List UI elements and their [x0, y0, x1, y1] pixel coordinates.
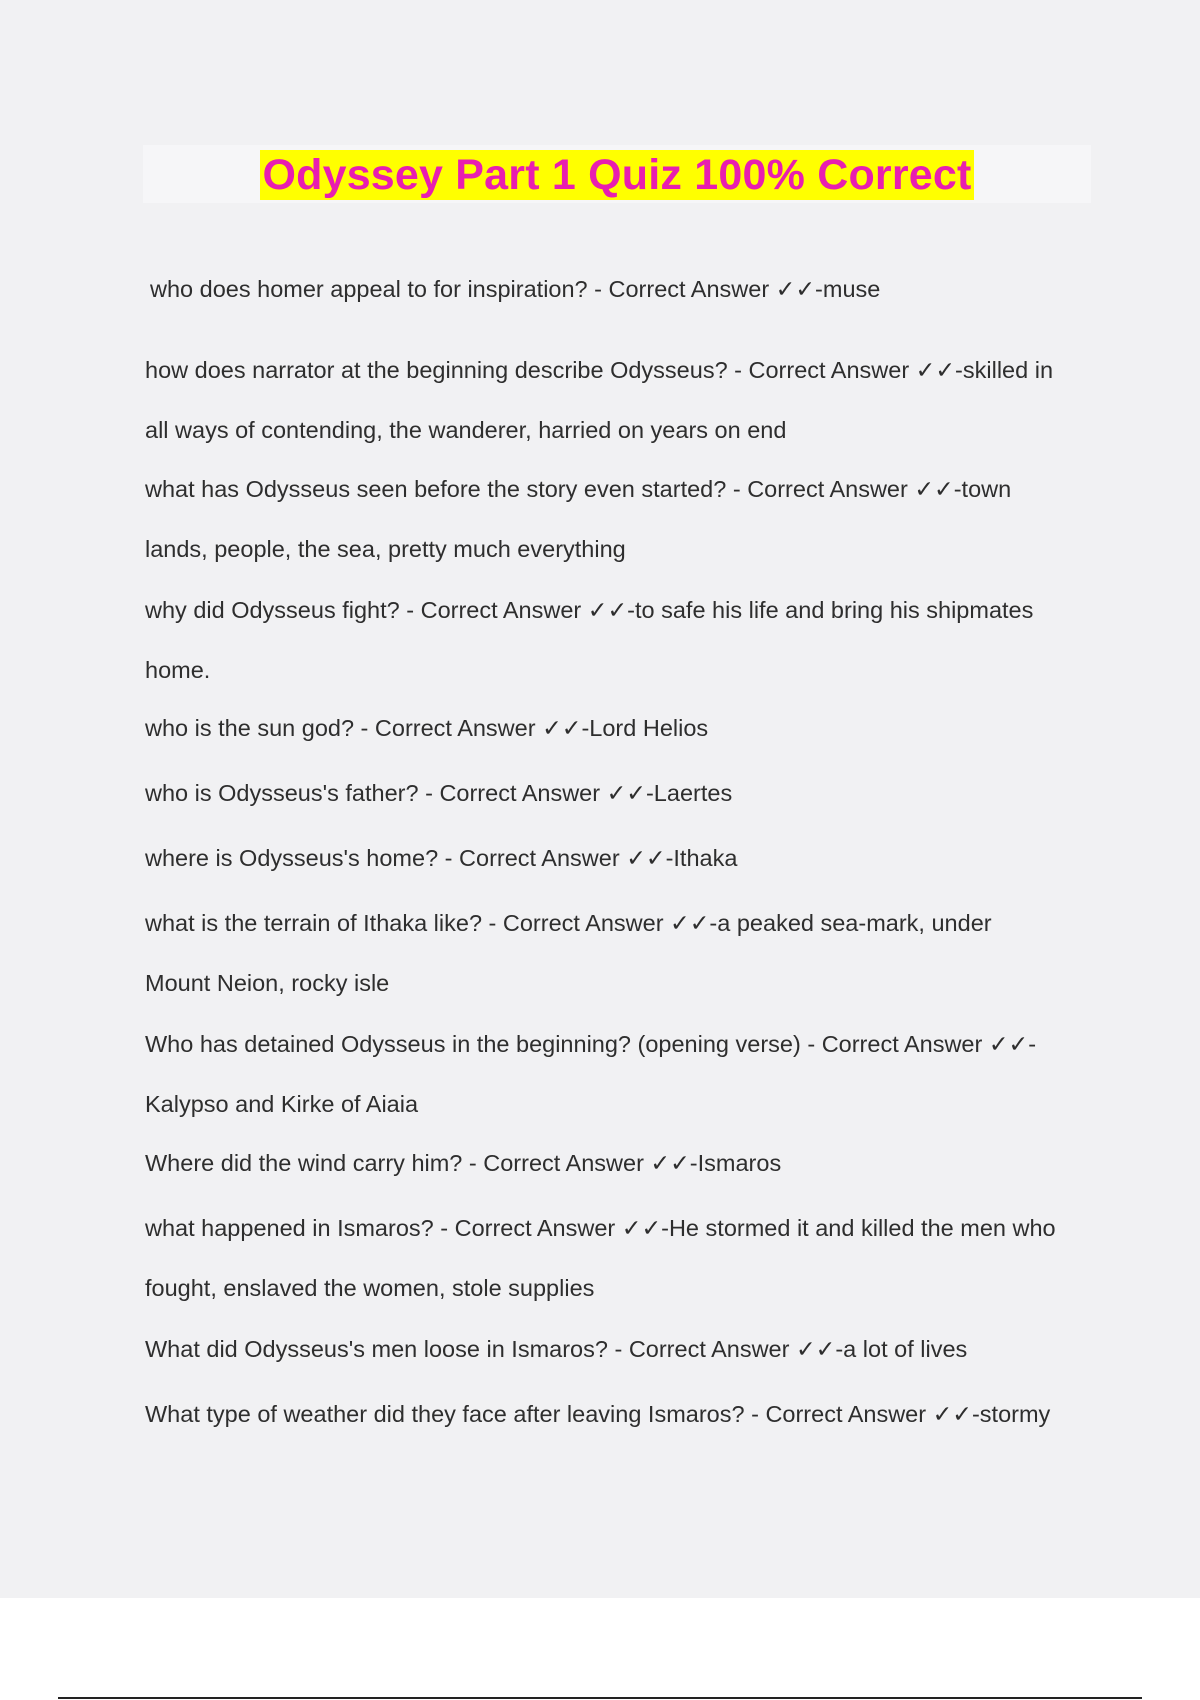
- qa-line: What did Odysseus's men loose in Ismaros? - Correct Answer ✓✓-a lot of lives: [145, 1336, 968, 1362]
- qa-item-12: [145, 1319, 1105, 1379]
- qa-item-10: [145, 1133, 1105, 1193]
- qa-line: why did Odysseus fight? - Correct Answer ✓✓-to safe his life and bring his shipmates: [145, 597, 1034, 623]
- qa-item-8: [145, 893, 1105, 1013]
- qa-item-13: [145, 1384, 1105, 1444]
- qa-line: what is the terrain of Ithaka like? - Correct Answer ✓✓-a peaked sea-mark, under: [145, 910, 992, 936]
- qa-line: fought, enslaved the women, stole supplies: [145, 1275, 595, 1301]
- qa-item-6: [145, 763, 1105, 823]
- qa-line: where is Odysseus's home? - Correct Answer ✓✓-Ithaka: [145, 845, 738, 871]
- qa-line: What type of weather did they face after leaving Ismaros? - Correct Answer ✓✓-stormy: [145, 1401, 1051, 1427]
- qa-item-3: [145, 459, 1105, 579]
- qa-item-1: [145, 259, 1105, 319]
- qa-line: Who has detained Odysseus in the beginning? (opening verse) - Correct Answer ✓✓-: [145, 1031, 1037, 1057]
- qa-line: who is the sun god? - Correct Answer ✓✓-Lord Helios: [145, 715, 709, 741]
- qa-item-7: [145, 828, 1105, 888]
- qa-line: Kalypso and Kirke of Aiaia: [145, 1091, 419, 1117]
- page-divider: [58, 1697, 1142, 1699]
- document-title: Odyssey Part 1 Quiz 100% Correct: [262, 151, 972, 199]
- qa-line: home.: [145, 657, 211, 683]
- qa-line: what happened in Ismaros? - Correct Answer ✓✓-He stormed it and killed the men who: [145, 1215, 1056, 1241]
- qa-line: lands, people, the sea, pretty much everything: [145, 536, 626, 562]
- title-band: [143, 145, 1091, 203]
- qa-line: Where did the wind carry him? - Correct Answer ✓✓-Ismaros: [145, 1150, 782, 1176]
- qa-item-11: [145, 1198, 1105, 1318]
- qa-line: who does homer appeal to for inspiration? - Correct Answer ✓✓-muse: [150, 276, 881, 302]
- qa-item-4: [145, 580, 1105, 700]
- qa-item-5: [145, 698, 1105, 758]
- qa-line: how does narrator at the beginning describe Odysseus? - Correct Answer ✓✓-skilled in: [145, 357, 1054, 383]
- qa-line: all ways of contending, the wanderer, harried on years on end: [145, 417, 787, 443]
- qa-item-9: [145, 1014, 1105, 1134]
- qa-item-2: [145, 340, 1105, 460]
- qa-line: who is Odysseus's father? - Correct Answer ✓✓-Laertes: [145, 780, 733, 806]
- qa-line: Mount Neion, rocky isle: [145, 970, 390, 996]
- qa-line: what has Odysseus seen before the story even started? - Correct Answer ✓✓-town: [145, 476, 1012, 502]
